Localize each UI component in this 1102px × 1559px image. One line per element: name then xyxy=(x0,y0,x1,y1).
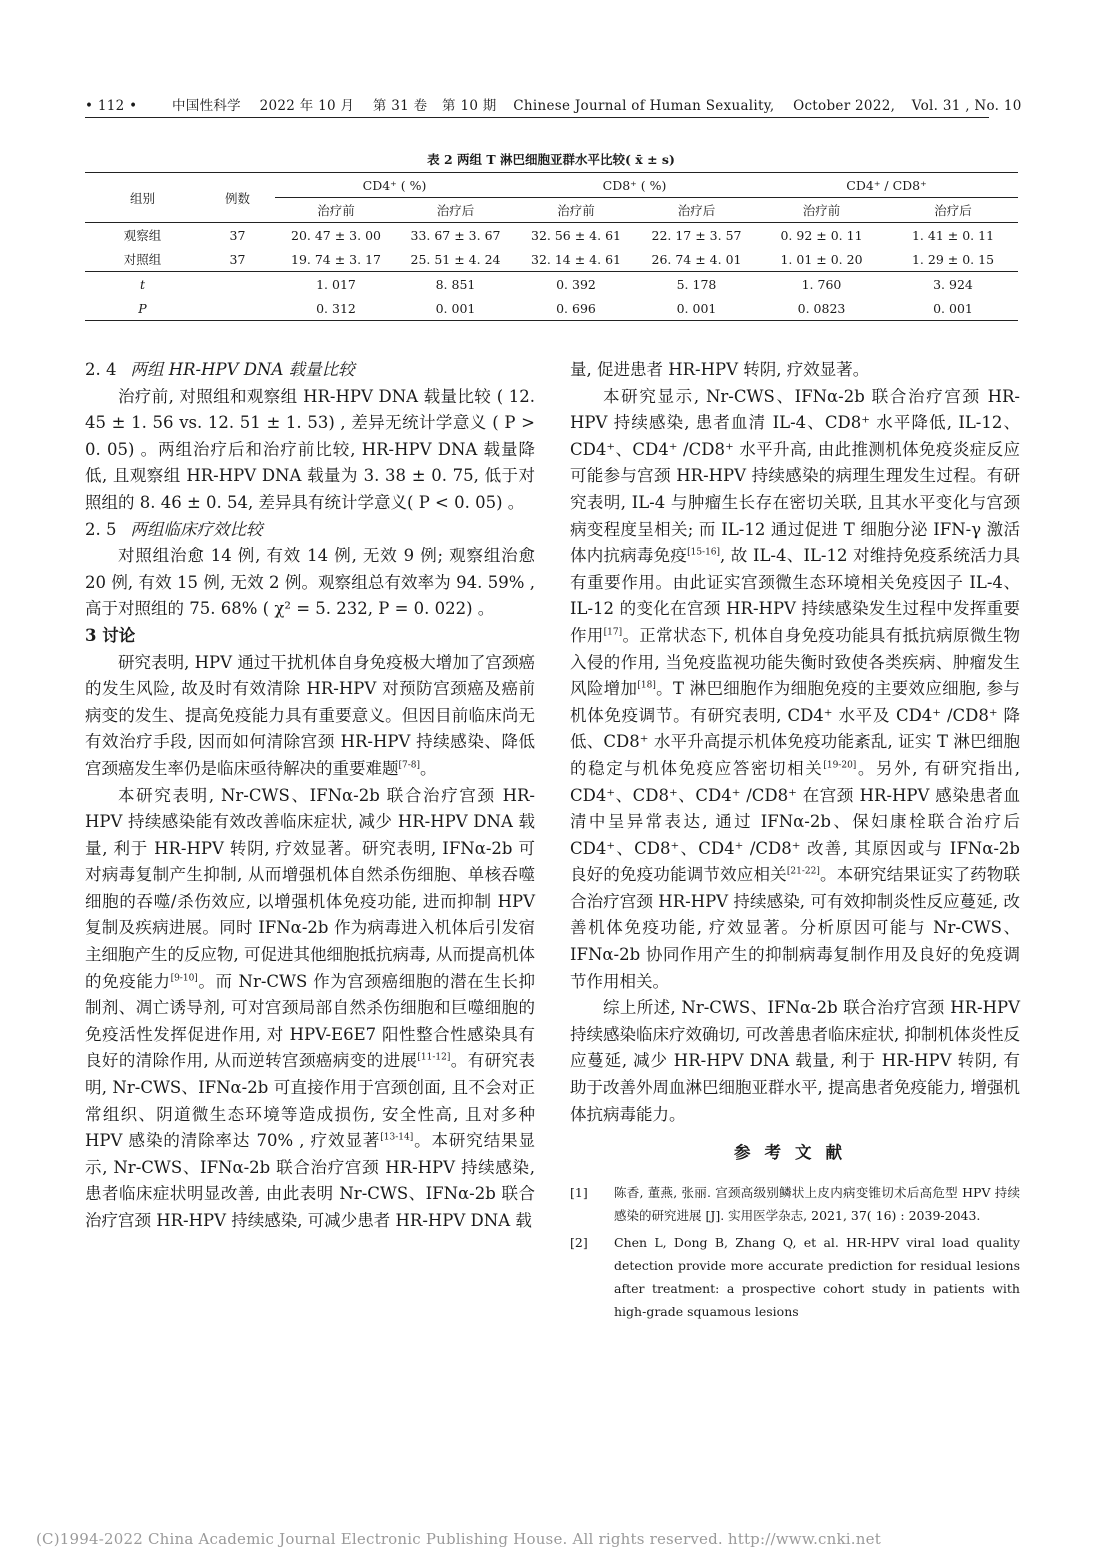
table-cell: 0. 696 xyxy=(514,296,638,321)
volume-en: Vol. 31 , No. 10 xyxy=(911,98,1022,114)
row-label: 对照组 xyxy=(123,252,162,267)
page-number: • 112 • xyxy=(85,98,138,114)
table-cell: 0. 001 xyxy=(638,296,755,321)
subheader-cell: 治疗后 xyxy=(436,203,475,218)
table-cell: 3. 924 xyxy=(888,272,1018,297)
paragraph-continuation: 量, 促进患者 HR-HPV 转阴, 疗效显著。 xyxy=(570,360,870,379)
table-cell: 1. 01 ± 0. 20 xyxy=(780,251,863,267)
paragraph-text: 。T 淋巴细胞作为细胞免疫的主要效应细胞, 参与机体免疫调节。有研究表明, CD4⁺ 水平及 CD4⁺ /CD8⁺ 降低、CD8⁺ 水平升高提示机体免疫功能紊乱, 证实 T 淋巴细胞的稳定与机体免疫应答密切相关 xyxy=(570,679,1021,778)
table-cell: 0. 392 xyxy=(514,272,638,297)
table-cell: 1. 760 xyxy=(755,272,888,297)
subheader-cell: 治疗前 xyxy=(557,203,595,218)
reference-number: [2] xyxy=(570,1234,588,1250)
left-column xyxy=(85,357,535,1235)
reference-text: 陈香, 董燕, 张丽. 宫颈高级别鳞状上皮内病变锥切术后高危型 HPV 持续感染的研究进展 [J]. 实用医学杂志, 2021, 37( 16) : 2039-2043. xyxy=(614,1184,1020,1223)
header-n: 例数 xyxy=(200,173,275,223)
citation: [18] xyxy=(637,680,656,691)
results-table xyxy=(85,172,1018,321)
copyright-footer: (C)1994-2022 China Academic Journal Electronic Publishing House. All rights reserved. http://www.cnki.net xyxy=(36,1530,881,1548)
paragraph: 综上所述, Nr-CWS、IFNα-2b 联合治疗宫颈 HR-HPV 持续感染临床疗效确切, 可改善患者临床症状, 抑制机体炎性反应蔓延, 减少 HR-HPV DNA 载量, 利于 HR-HPV 转阴, 有助于改善外周血淋巴细胞亚群水平, 提高患者免疫能力, 增强机体抗病毒能力。 xyxy=(570,998,1020,1124)
table-cell: 0. 001 xyxy=(397,296,514,321)
citation: [19-20] xyxy=(823,760,857,771)
subheader-cell: 治疗后 xyxy=(677,203,716,218)
table-cell: 33. 67 ± 3. 67 xyxy=(397,223,514,248)
paragraph-text: 。有研究表明, Nr-CWS、IFNα-2b 可直接作用于宫颈创面, 且不会对正常组织、阴道微生态环境等造成损伤, 安全性高, 且对多种 HPV 感染的清除率达 70% , 疗效显著 xyxy=(85,1051,535,1151)
citation: [9-10] xyxy=(170,973,198,984)
section-title: 两组临床疗效比较 xyxy=(130,519,263,539)
journal-name-en: Chinese Journal of Human Sexuality, xyxy=(513,98,775,114)
reference-item xyxy=(570,1181,1020,1227)
table-cell: 32. 14 ± 4. 61 xyxy=(531,251,621,267)
section-2-4-heading xyxy=(85,357,535,384)
row-label: P xyxy=(85,296,200,321)
table-header-row xyxy=(85,173,1018,198)
table-cell: 0. 92 ± 0. 11 xyxy=(755,223,888,248)
journal-name-cn: 中国性科学 xyxy=(171,98,241,114)
table-row xyxy=(85,223,1018,248)
paragraph-text: 本研究表明, Nr-CWS、IFNα-2b 联合治疗宫颈 HR-HPV 持续感染能有效改善临床症状, 减少 HR-HPV DNA 载量, 利于 HR-HPV 转阴, 疗效显著。研究表明, IFNα-2b 可对病毒复制产生抑制, 从而增强机体自然杀伤细胞、单核吞噬细胞的吞噬/杀伤效应, 以增强机体免疫功能, 进而抑制 HPV 复制及疾病进展。同时 IFNα-2b 作为病毒进入机体后引发宿主细胞产生的反应物, 可促进其他细胞抵抗病毒, 从而提高机体的免疫能力 xyxy=(85,785,535,991)
table-cell: 26. 74 ± 4. 01 xyxy=(651,251,742,267)
paragraph xyxy=(85,783,535,1235)
section-2-5-heading xyxy=(85,517,535,544)
subheader-cell: 治疗后 xyxy=(934,203,972,218)
header-ratio: CD4⁺ / CD8⁺ xyxy=(755,173,1018,198)
table-row xyxy=(85,296,1018,321)
right-column xyxy=(570,357,1020,1327)
running-header xyxy=(85,94,1022,114)
header-cd8: CD8⁺ ( %) xyxy=(514,173,755,198)
citation: [15-16] xyxy=(687,547,721,558)
table-cell: 22. 17 ± 3. 57 xyxy=(638,223,755,248)
table-title: 表 2 两组 T 淋巴细胞亚群水平比较( x̄ ± s) xyxy=(427,152,675,167)
citation: [13-14] xyxy=(380,1132,414,1143)
table-cell: 19. 74 ± 3. 17 xyxy=(291,251,381,267)
reference-number: [1] xyxy=(570,1184,588,1200)
row-label: 观察组 xyxy=(85,223,200,248)
citation: [17] xyxy=(603,627,623,638)
section-number: 2. 5 xyxy=(85,519,117,539)
row-n xyxy=(200,296,275,321)
table-cell: 5. 178 xyxy=(638,272,755,297)
section-title: 两组 HR-HPV DNA 载量比较 xyxy=(130,360,355,379)
paragraph-text: 研究表明, HPV 通过干扰机体自身免疫极大增加了宫颈癌的发生风险, 故及时有效清除 HR-HPV 对预防宫颈癌及癌前病变的发生、提高免疫能力具有重要意义。但因目前临床尚无有效治疗手段, 因而如何清除宫颈 HR-HPV 持续感染、降低宫颈癌发生率仍是临床亟待解决的重要难题 xyxy=(85,652,535,778)
reference-text: Chen L, Dong B, Zhang Q, et al. HR-HPV viral load quality detection provide more accurate prediction for residual lesions after treatment: a prospective cohort study in patients with high-grade squamous lesions xyxy=(614,1234,1020,1319)
citation: [11-12] xyxy=(417,1052,451,1063)
section-3-heading: 3 讨论 xyxy=(85,625,136,645)
references-heading: 参考文献 xyxy=(734,1143,856,1163)
citation: [21-22] xyxy=(786,866,820,877)
table-row xyxy=(85,272,1018,297)
table-cell: 1. 41 ± 0. 11 xyxy=(888,223,1018,248)
paragraph: 对照组治愈 14 例, 有效 14 例, 无效 9 例; 观察组治愈 20 例, 有效 15 例, 无效 2 例。观察组总有效率为 94. 59% , 高于对照组的 75. 68% ( χ² = 5. 232, P = 0. 022) 。 xyxy=(85,546,535,619)
table-cell: 0. 0823 xyxy=(755,296,888,321)
section-number: 2. 4 xyxy=(85,360,117,379)
subheader-cell: 治疗前 xyxy=(802,203,841,218)
table-cell: 25. 51 ± 4. 24 xyxy=(410,251,501,267)
paragraph: 治疗前, 对照组和观察组 HR-HPV DNA 载量比较 ( 12. 45 ± 1. 56 vs. 12. 51 ± 1. 53) , 差异无统计学意义 ( P > 0. 05) 。两组治疗后和治疗前比较, HR-HPV DNA 载量降低, 且观察组 HR-HPV DNA 载量为 3. 38 ± 0. 75, 低于对照组的 8. 46 ± 0. 54, 差异具有统计学意义( P < 0. 05) 。 xyxy=(85,386,535,512)
table-cell: 1. 017 xyxy=(275,272,397,297)
paragraph-text: , 故 IL-4、IL-12 对维持免疫系统活力具有重要作用。由此证实宫颈微生态环境相关免疫因子 IL-4、IL-12 的变化在宫颈 HR-HPV 持续感染发生过程中发挥重要作用 xyxy=(570,546,1020,645)
paragraph-text: 本研究显示, Nr-CWS、IFNα-2b 联合治疗宫颈 HR-HPV 持续感染, 患者血清 IL-4、CD8⁺ 水平降低, IL-12、CD4⁺、CD4⁺ /CD8⁺ 水平升高, 由此推测机体免疫炎症反应可能参与宫颈 HR-HPV 持续感染的病理生理发生过程。有研究表明, IL-4 与肿瘤生长存在密切关联, 且其水平变化与宫颈病变程度呈相关; 而 IL-12 通过促进 T 细胞分泌 IFN-γ 激活体内抗病毒免疫 xyxy=(570,386,1020,566)
header-group: 组别 xyxy=(85,173,200,223)
header-cd4: CD4⁺ ( %) xyxy=(275,173,514,198)
table-cell: 0. 001 xyxy=(888,296,1018,321)
paragraph-text: 。 xyxy=(420,758,437,778)
paragraph-text: 。而 Nr-CWS 作为宫颈癌细胞的潜在生长抑制剂、凋亡诱导剂, 可对宫颈局部自然杀伤细胞和巨噬细胞的免疫活性发挥促进作用, 对 HPV-E6E7 阳性整合性感染具有良好的清除作用, 从而逆转宫颈癌病变的进展 xyxy=(85,971,535,1071)
paragraph-text: 。正常状态下, 机体自身免疫功能具有抵抗病原微生物入侵的作用, 当免疫监视功能失衡时致使各类疾病、肿瘤发生风险增加 xyxy=(570,625,1020,699)
number-cn: 第 10 期 xyxy=(442,98,497,114)
header-rule xyxy=(85,117,989,118)
table-row xyxy=(85,247,1018,272)
table-cell: 32. 56 ± 4. 61 xyxy=(514,223,638,248)
paragraph-text: 。本研究结果显示, Nr-CWS、IFNα-2b 联合治疗宫颈 HR-HPV 持续感染, 患者临床症状明显改善, 由此表明 Nr-CWS、IFNα-2b 联合治疗宫颈 HR-HPV 持续感染, 可减少患者 HR-HPV DNA 载 xyxy=(85,1131,535,1230)
row-n xyxy=(200,272,275,297)
row-n: 37 xyxy=(229,251,246,267)
issue-date-cn: 2022 年 10 月 xyxy=(259,98,355,114)
citation: [7-8] xyxy=(398,760,421,771)
volume-cn: 第 31 卷 xyxy=(372,98,428,114)
issue-date-en: October 2022, xyxy=(793,98,896,114)
table-cell: 1. 29 ± 0. 15 xyxy=(911,251,995,267)
paragraph xyxy=(85,650,535,783)
paragraph-text: 。本研究结果证实了药物联合治疗宫颈 HR-HPV 持续感染, 可有效抑制炎性反应蔓延, 改善机体免疫功能, 疗效显著。分析原因可能与 Nr-CWS、IFNα-2b 协同作用产生的抑制病毒复制作用及良好的免疫调节作用相关。 xyxy=(570,865,1021,991)
paragraph-text: 。另外, 有研究指出, CD4⁺、CD8⁺、CD4⁺ /CD8⁺ 在宫颈 HR-HPV 感染患者血清中呈异常表达, 通过 IFNα-2b、保妇康栓联合治疗后 CD4⁺、CD8⁺、CD4⁺ /CD8⁺ 改善, 其原因或与 IFNα-2b 良好的免疫功能调节效应相关 xyxy=(570,758,1020,885)
row-label: t xyxy=(85,272,200,297)
row-n: 37 xyxy=(200,223,275,248)
subheader-cell: 治疗前 xyxy=(317,203,355,218)
table-cell: 0. 312 xyxy=(275,296,397,321)
reference-item xyxy=(570,1231,1020,1323)
paragraph xyxy=(570,384,1020,996)
table-cell: 8. 851 xyxy=(397,272,514,297)
table-cell: 20. 47 ± 3. 00 xyxy=(275,223,397,248)
